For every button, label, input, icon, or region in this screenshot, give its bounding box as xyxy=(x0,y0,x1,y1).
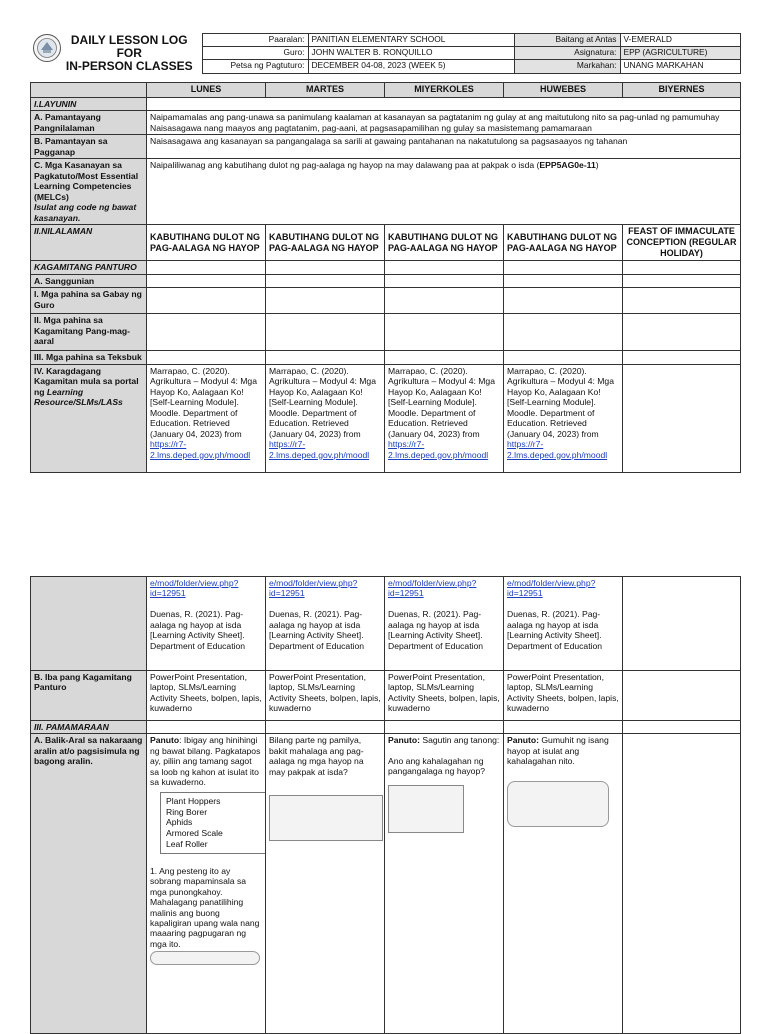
baitang-label: Baitang at Antas xyxy=(514,34,620,47)
gabay-ng-guro-label: I. Mga pahina sa Gabay ng Guro xyxy=(31,288,147,314)
nilalaman-biyernes: FEAST OF IMMACULATE CONCEPTION (REGULAR HOLIDAY) xyxy=(623,225,741,261)
panuto-text-lunes: : Ibigay ang hinihingi ng bawat bilang. Pagkatapos ay, piliin ang tamang sagot sa loob ng kahon at isulat ito sa kuwaderno. xyxy=(150,735,261,788)
activity-lunes xyxy=(147,734,266,1034)
ref-huwebes: Marrapao, C. (2020). Agrikultura – Modyul 4: Mga Hayop Ko, Aalagaan Ko! [Self-Learning Module]. Moodle. Department of Education. Retrieved (January 04, 2023) from https://r7-2.lms.deped.gov.ph/moodl xyxy=(504,364,623,472)
ref-miyerkoles: Marrapao, C. (2020). Agrikultura – Modyul 4: Mga Hayop Ko, Aalagaan Ko! [Self-Learning Module]. Moodle. Department of Education. Retrieved (January 04, 2023) from https://r7-2.lms.deped.gov.ph/moodl xyxy=(385,364,504,472)
ref-link-huwebes[interactable]: https://r7-2.lms.deped.gov.ph/moodl xyxy=(507,439,608,460)
choice-item: Armored Scale xyxy=(166,828,223,839)
ref-cont-huwebes xyxy=(504,577,623,671)
guro-value: JOHN WALTER B. RONQUILLO xyxy=(308,47,514,60)
paaralan-value: PANITIAN ELEMENTARY SCHOOL xyxy=(308,34,514,47)
deped-seal-icon xyxy=(32,33,62,63)
iba-miyerkoles: PowerPoint Presentation, laptop, SLMs/Learning Activity Sheets, bolpen, lapis, kuwaderno xyxy=(385,671,504,721)
drawing-box-huwebes[interactable] xyxy=(507,781,609,827)
activity-huwebes xyxy=(504,734,623,1034)
answer-box-martes[interactable] xyxy=(269,795,383,841)
day-header-lunes: LUNES xyxy=(147,83,266,98)
ref-cont-link-lunes[interactable]: e/mod/folder/view.php?id=12951 xyxy=(150,578,239,599)
ref-cont-link-huwebes[interactable]: e/mod/folder/view.php?id=12951 xyxy=(507,578,596,599)
ref-lunes: Marrapao, C. (2020). Agrikultura – Modyul 4: Mga Hayop Ko, Aalagaan Ko! [Self-Learning Module]. Moodle. Department of Education. Retrieved (January 04, 2023) from https://r7-2.lms.deped.gov.ph/moodl xyxy=(147,364,266,472)
kagamitang-pang-mag-aaral-label: II. Mga pahina sa Kagamitang Pang-mag-aaral xyxy=(31,314,147,351)
section-nilalaman: II.NILALAMAN xyxy=(31,225,147,261)
day-header-martes: MARTES xyxy=(266,83,385,98)
pamantayan-sa-pagganap-label: B. Pamantayan sa Pagganap xyxy=(31,135,147,159)
item-1-text: 1. Ang pesteng ito ay sobrang mapaminsala sa mga punongkahoy. Mahalagang panatilihing malinis ang buong kapaligiran upang wala nang maaaring pagpugaran ng mga ito. xyxy=(150,865,260,949)
answer-box-lunes[interactable] xyxy=(150,951,260,965)
choice-item: Ring Borer xyxy=(166,806,208,817)
day-header-biyernes: BIYERNES xyxy=(623,83,741,98)
iba-lunes: PowerPoint Presentation, laptop, SLMs/Learning Activity Sheets, bolpen, lapis, kuwaderno xyxy=(147,671,266,721)
nilalaman-martes: KABUTIHANG DULOT NG PAG-AALAGA NG HAYOP xyxy=(266,225,385,261)
markahan-label: Markahan: xyxy=(514,60,620,73)
day-header-miyerkoles: MIYERKOLES xyxy=(385,83,504,98)
ref2-huwebes: Duenas, R. (2021). Pag-aalaga ng hayop at isda [Learning Activity Sheet]. Department of Education xyxy=(507,609,603,651)
pamantayan-sa-pagganap-text: Naisasagawa ang kasanayan sa pangangalaga sa sarili at gawaing pantahanan na nakatutulong sa pagsasaayos ng tahanan xyxy=(147,135,741,159)
markahan-value: UNANG MARKAHAN xyxy=(620,60,740,73)
corner-cell xyxy=(31,83,147,98)
lesson-table-page-2 xyxy=(30,576,740,1034)
ref-cont-lunes xyxy=(147,577,266,671)
melc-label-note: Isulat ang code ng bawat kasanayan. xyxy=(34,202,137,223)
ref2-miyerkoles: Duenas, R. (2021). Pag-aalaga ng hayop at isda [Learning Activity Sheet]. Department of Education xyxy=(388,609,484,651)
ref-cont-miyerkoles xyxy=(385,577,504,671)
question-miyerkoles: Ano ang kahalagahan ng pangangalaga ng hayop? xyxy=(388,755,486,777)
teksbuk-label: III. Mga pahina sa Teksbuk xyxy=(31,351,147,364)
choices-box xyxy=(160,792,266,854)
karagdagang-kagamitan-cont xyxy=(31,577,147,671)
ref-cont-link-miyerkoles[interactable]: e/mod/folder/view.php?id=12951 xyxy=(388,578,477,599)
ref-martes: Marrapao, C. (2020). Agrikultura – Modyul 4: Mga Hayop Ko, Aalagaan Ko! [Self-Learning Module]. Moodle. Department of Education. Retrieved (January 04, 2023) from https://r7-2.lms.deped.gov.ph/moodl xyxy=(266,364,385,472)
paaralan-label: Paaralan: xyxy=(202,34,308,47)
balik-aral-label: A. Balik-Aral sa nakaraang aralin at/o pagsisimula ng bagong aralin. xyxy=(31,734,147,1034)
activity-martes xyxy=(266,734,385,1034)
pamantayang-pangnilalaman-text xyxy=(147,111,741,135)
title-line-1: DAILY LESSON LOG FOR xyxy=(70,33,188,60)
iba-martes: PowerPoint Presentation, laptop, SLMs/Learning Activity Sheets, bolpen, lapis, kuwaderno xyxy=(266,671,385,721)
melc-code: EPP5AG0e-11 xyxy=(539,160,596,171)
pangnilalaman-line-2: Naisasagawa nang maayos ang pagtatanim, pag-aani, at pagsasapamilihan ng gulay sa masistemang pamamaraan xyxy=(150,122,592,133)
nilalaman-lunes: KABUTIHANG DULOT NG PAG-AALAGA NG HAYOP xyxy=(147,225,266,261)
baitang-value: V-EMERALD xyxy=(620,34,740,47)
title-line-2: IN-PERSON CLASSES xyxy=(65,58,193,73)
question-martes: Bilang parte ng pamilya, bakit mahalaga ang pag-aalaga ng mga hayop na may pakpak at isda? xyxy=(269,735,364,777)
panuto-text-huwebes: Gumuhit ng isang hayop at isulat ang kahalagahan nito. xyxy=(507,735,609,767)
ref-link-miyerkoles[interactable]: https://r7-2.lms.deped.gov.ph/moodl xyxy=(388,439,489,460)
ref-cont-link-martes[interactable]: e/mod/folder/view.php?id=12951 xyxy=(269,578,358,599)
section-layunin: I.LAYUNIN xyxy=(31,98,147,111)
section-pamamaraan: III. PAMAMARAAN xyxy=(31,721,147,734)
lesson-table-page-1 xyxy=(30,82,740,473)
petsa-label: Petsa ng Pagtuturo: xyxy=(202,60,308,73)
day-header-huwebes: HUWEBES xyxy=(504,83,623,98)
asignatura-value: EPP (AGRICULTURE) xyxy=(620,47,740,60)
panuto-text-miyerkoles: Sagutin ang tanong: xyxy=(419,735,500,746)
choice-item: Plant Hoppers xyxy=(166,795,221,806)
sanggunian-label: A. Sanggunian xyxy=(31,274,147,287)
pangnilalaman-line-1: Naipamamalas ang pang-unawa sa panimulang kaalaman at kasanayan sa pagtatanim ng gulay at ang maitutulong nito sa pag-unlad ng pamumuhay xyxy=(150,112,720,123)
melc-label xyxy=(31,159,147,225)
petsa-value: DECEMBER 04-08, 2023 (WEEK 5) xyxy=(308,60,514,73)
choice-item: Aphids xyxy=(166,817,193,828)
ref-link-martes[interactable]: https://r7-2.lms.deped.gov.ph/moodl xyxy=(269,439,370,460)
answer-box-miyerkoles[interactable] xyxy=(388,785,464,833)
section-kagamitan: KAGAMITANG PANTURO xyxy=(31,261,147,274)
melc-text: Naipaliliwanag ang kabutihang dulot ng pag-aalaga ng hayop na may dalawang paa at pakpak o isda (EPP5AG0e-11) xyxy=(147,159,741,225)
pamantayang-pangnilalaman-label: A. Pamantayang Pangnilalaman xyxy=(31,111,147,135)
ref2-martes: Duenas, R. (2021). Pag-aalaga ng hayop at isda [Learning Activity Sheet]. Department of Education xyxy=(269,609,365,651)
guro-label: Guro: xyxy=(202,47,308,60)
panuto-label-lunes: Panuto xyxy=(150,735,180,746)
nilalaman-miyerkoles: KABUTIHANG DULOT NG PAG-AALAGA NG HAYOP xyxy=(385,225,504,261)
karagdagang-kagamitan-label: IV. Karagdagang Kagamitan mula sa portal ng Learning Resource/SLMs/LASs xyxy=(31,364,147,472)
ref-cont-martes xyxy=(266,577,385,671)
ref-link-lunes[interactable]: https://r7-2.lms.deped.gov.ph/moodl xyxy=(150,439,251,460)
choice-item: Leaf Roller xyxy=(166,838,208,849)
nilalaman-huwebes: KABUTIHANG DULOT NG PAG-AALAGA NG HAYOP xyxy=(504,225,623,261)
activity-miyerkoles xyxy=(385,734,504,1034)
melc-label-text: C. Mga Kasanayan sa Pagkatuto/Most Essential Learning Competencies (MELCs) xyxy=(34,160,139,202)
header-block xyxy=(30,33,740,74)
asignatura-label: Asignatura: xyxy=(514,47,620,60)
iba-huwebes: PowerPoint Presentation, laptop, SLMs/Learning Activity Sheets, bolpen, lapis, kuwaderno xyxy=(504,671,623,721)
panuto-label-huwebes: Panuto: xyxy=(507,735,539,746)
ref2-lunes: Duenas, R. (2021). Pag-aalaga ng hayop at isda [Learning Activity Sheet]. Department of Education xyxy=(150,609,246,651)
panuto-label-miyerkoles: Panuto: xyxy=(388,735,420,746)
iba-pang-kagamitan-label: B. Iba pang Kagamitang Panturo xyxy=(31,671,147,721)
